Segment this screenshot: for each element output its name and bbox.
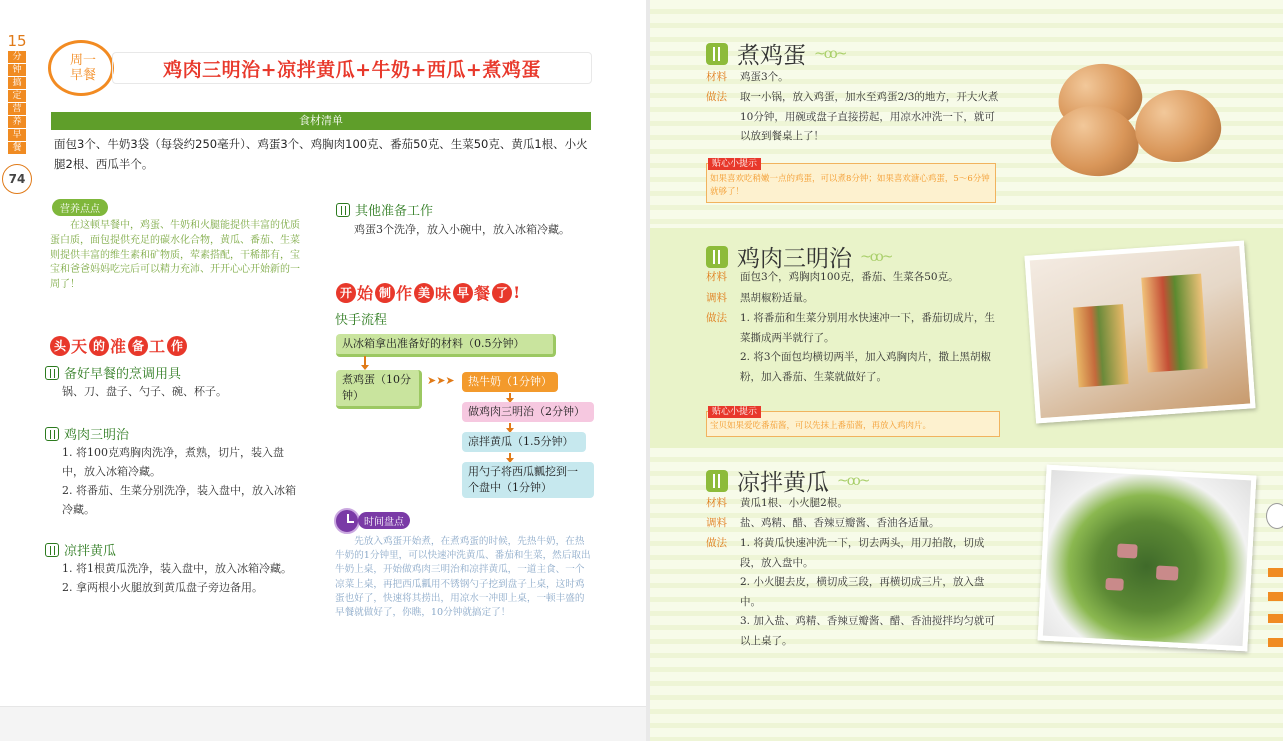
ingredients-header: 食材清单 [51, 112, 591, 130]
recipe-row-text: 面包3个，鸡胸肉100克，番茄、生菜各50克。 [740, 271, 959, 283]
prep-heading-char: 备 [128, 336, 148, 356]
ham-slice [1156, 566, 1179, 581]
sandwich-photo [1024, 241, 1255, 424]
start-heading-char: ! [513, 283, 521, 302]
recipe-title-text: 煮鸡蛋 [737, 43, 806, 69]
prep-section-title [45, 363, 181, 382]
swirl-decoration-icon: ~ꝏ~ [837, 472, 869, 489]
start-heading [336, 281, 522, 304]
flow-step-6: 用勺子将西瓜瓤挖到一个盘中（1分钟） [462, 462, 594, 498]
page-number: 74 [2, 164, 32, 194]
side-tab-marker [1268, 568, 1283, 577]
prep-section-title-text: 备好早餐的烹调用具 [64, 367, 182, 382]
day-badge-line: 早餐 [69, 68, 96, 83]
recipe-row [706, 573, 1002, 612]
prep-section-title [45, 424, 129, 443]
page-title-box [112, 52, 592, 84]
flow-step-4: 做鸡肉三明治（2分钟） [462, 402, 594, 422]
prep-heading-char: 准 [110, 337, 127, 356]
recipe-row [706, 612, 1002, 651]
fork-spoon-icon [336, 203, 350, 217]
margin-tab [4, 34, 30, 155]
margin-tab-number: 15 [7, 32, 27, 50]
recipe-row-label: 材料 [706, 271, 727, 283]
sandwich-piece [1141, 274, 1207, 373]
fork-spoon-icon [45, 366, 59, 380]
day-badge [48, 40, 114, 96]
prep-heading-char: 天 [71, 337, 88, 356]
margin-tab-char: 早 [8, 129, 26, 141]
recipe-row-text: 黑胡椒粉适量。 [740, 292, 814, 304]
recipe-title [706, 464, 868, 497]
flow-arrow-down [364, 356, 366, 366]
recipe-row-label [706, 573, 740, 612]
nutrition-note-header [52, 197, 108, 216]
tip-label: 贴心小提示 [708, 158, 761, 170]
recipe-row-label: 材料 [706, 497, 727, 509]
page-title: 鸡肉三明治+凉拌黄瓜+牛奶+西瓜+煮鸡蛋 [163, 58, 541, 81]
side-tab-marker [1268, 592, 1283, 601]
prep-line: 1. 将100克鸡胸肉洗净，煮熟，切片，装入盘中，放入冰箱冷藏。 [62, 446, 284, 478]
prep-line: 1. 将1根黄瓜洗净，装入盘中，放入冰箱冷藏。 [62, 562, 292, 575]
nutrition-note-label: 营养点点 [52, 199, 108, 216]
ham-slice [1117, 543, 1138, 558]
prep-line: 锅、刀、盘子、勺子、碗、杯子。 [62, 385, 227, 398]
recipe-row-label [706, 348, 740, 387]
prep-section-body [62, 559, 302, 597]
sandwich-piece [1073, 304, 1128, 387]
recipe-row [706, 289, 1006, 309]
tip-text: 如果喜欢吃稍嫩一点的鸡蛋，可以煮8分钟；如果喜欢溏心鸡蛋，5～6分钟就够了！ [710, 174, 990, 197]
ingredients-text: 面包3个、牛奶3袋（每袋约250毫升）、鸡蛋3个、鸡胸肉100克、番茄50克、生菜50克、黄瓜1根、小火腿2根、西瓜半个。 [54, 137, 588, 171]
recipe-title-text: 鸡肉三明治 [737, 246, 852, 272]
recipe-row-label: 做法 [706, 537, 727, 549]
time-note-label: 时间盘点 [358, 512, 410, 529]
side-tab-marker [1268, 614, 1283, 623]
prep-section-body [62, 382, 302, 401]
recipe-row-text: 鸡蛋3个。 [740, 71, 789, 83]
flow-arrow-down [509, 393, 511, 399]
start-heading-char: 作 [396, 284, 413, 303]
recipe-row [706, 68, 1006, 88]
margin-tab-char: 养 [8, 116, 26, 128]
recipe-row-text: 盐、鸡精、醋、香辣豆瓣酱、香油各适量。 [740, 517, 940, 529]
flow-subtitle: 快手流程 [335, 313, 388, 328]
other-prep-text: 鸡蛋3个洗净，放入小碗中，放入冰箱冷藏。 [354, 223, 570, 236]
recipe-row [706, 534, 1002, 573]
start-heading-char: 始 [357, 284, 374, 303]
recipe-row-label: 调料 [706, 517, 727, 529]
recipe-row-label: 做法 [706, 91, 727, 103]
time-note-text: 先放入鸡蛋开始煮，在煮鸡蛋的时候，先热牛奶，在热牛奶的1分钟里，可以快速冲洗黄瓜、番茄和生菜，然后取出牛奶上桌，开始做鸡肉三明治和凉拌黄瓜，一道主食、一个凉菜上桌，再把西瓜瓤用不锈钢勺子挖到盘子上桌，这时鸡蛋也好了，快速将其捞出，用凉水一冲即上桌，一顿丰盛的早餐就做好了，你瞧，10分钟就搞定了！ [335, 536, 591, 619]
recipe-row-label: 材料 [706, 71, 727, 83]
prep-line: 2. 拿两根小火腿放到黄瓜盘子旁边备用。 [62, 581, 263, 594]
day-badge-line: 周一 [69, 53, 96, 68]
prep-heading-char: 的 [89, 336, 109, 356]
margin-tab-char: 搞 [8, 77, 26, 89]
recipe-title [706, 37, 845, 70]
recipe-row-text: 黄瓜1根、小火腿2根。 [740, 497, 848, 509]
start-heading-char: 餐 [474, 284, 491, 303]
cropped-page-number [1266, 503, 1283, 529]
start-heading-char: 制 [375, 283, 395, 303]
tip-label: 贴心小提示 [708, 406, 761, 418]
nutrition-note-text: 在这顿早餐中，鸡蛋、牛奶和火腿能提供丰富的优质蛋白质，面包提供充足的碳水化合物，黄瓜、番茄、生菜则提供丰富的维生素和矿物质，荤素搭配，干稀都有，宝宝和爸爸妈妈吃完后可以精力充沛、开开心心开始新的一周了！ [50, 220, 300, 291]
recipe-row-text: 取一小锅，放入鸡蛋，加水至鸡蛋2/3的地方，开大火煮10分钟，用碗或盘子直接捞起，用凉水冲洗一下，就可以放到餐桌上了！ [740, 91, 999, 142]
other-prep-title-text: 其他准备工作 [355, 204, 434, 219]
flow-step-3: 热牛奶（1分钟） [462, 372, 558, 392]
recipe-title-text: 凉拌黄瓜 [737, 470, 829, 496]
prep-line: 2. 将番茄、生菜分别洗净，装入盘中，放入冰箱冷藏。 [62, 484, 296, 516]
recipe-row-text: 1. 将黄瓜快速冲洗一下，切去两头，用刀拍散，切成段，放入盘中。 [740, 537, 985, 569]
recipe-row-label [706, 612, 740, 651]
recipe-row-text: 2. 将3个面包均横切两半，加入鸡胸肉片，撒上黑胡椒粉，加入番茄、生菜就做好了。 [740, 351, 992, 383]
recipe-row [706, 348, 1002, 387]
prep-heading-char: 工 [149, 337, 166, 356]
fork-spoon-icon [706, 470, 728, 492]
prep-heading [50, 334, 188, 357]
tip-text: 宝贝如果爱吃番茄酱，可以先抹上番茄酱，再放入鸡肉片。 [710, 421, 932, 431]
recipe-row-text: 3. 加入盐、鸡精、香辣豆瓣酱、醋、香油搅拌均匀就可以上桌了。 [740, 615, 995, 647]
flow-arrow-down [509, 453, 511, 459]
start-heading-char: 味 [435, 284, 452, 303]
prep-heading-char: 头 [50, 336, 70, 356]
recipe-row [706, 494, 1006, 514]
flow-arrow-right: ➤➤➤ [427, 374, 455, 387]
clock-icon [334, 508, 360, 534]
recipe-row-text: 1. 将番茄和生菜分别用水快速冲一下，番茄切成片，生菜撕成两半就行了。 [740, 312, 995, 344]
margin-tab-char: 餐 [8, 142, 26, 154]
prep-section-title-text: 鸡肉三明治 [64, 428, 130, 443]
margin-tab-char: 营 [8, 103, 26, 115]
start-heading-char: 开 [336, 283, 356, 303]
recipe-row [706, 268, 1006, 288]
recipe-row [706, 514, 1006, 534]
fork-spoon-icon [706, 43, 728, 65]
ham-slice [1105, 578, 1124, 591]
prep-section-title-text: 凉拌黄瓜 [64, 544, 117, 559]
other-prep-title [336, 200, 433, 219]
swirl-decoration-icon: ~ꝏ~ [860, 248, 892, 265]
prep-section-body [62, 443, 302, 519]
start-heading-char: 了 [492, 283, 512, 303]
recipe-row-label: 做法 [706, 312, 727, 324]
side-tab-marker [1268, 638, 1283, 647]
swirl-decoration-icon: ~ꝏ~ [814, 45, 846, 62]
prep-heading-char: 作 [167, 336, 187, 356]
flow-step-2: 煮鸡蛋（10分钟） [336, 370, 422, 409]
margin-tab-char: 分 [8, 51, 26, 63]
flow-arrow-down [509, 423, 511, 429]
margin-tab-char: 钟 [8, 64, 26, 76]
recipe-row-label: 调料 [706, 292, 727, 304]
fork-spoon-icon [45, 427, 59, 441]
recipe-row [706, 309, 1002, 348]
cucumber-salad-photo [1038, 465, 1257, 652]
fork-spoon-icon [45, 543, 59, 557]
flow-step-5: 凉拌黄瓜（1.5分钟） [462, 432, 586, 452]
page-bottom-band [0, 706, 646, 741]
margin-tab-char: 定 [8, 90, 26, 102]
start-heading-char: 早 [453, 283, 473, 303]
recipe-row [706, 88, 1002, 147]
flow-step-1: 从冰箱拿出准备好的材料（0.5分钟） [336, 334, 556, 357]
fork-spoon-icon [706, 246, 728, 268]
recipe-row-text: 2. 小火腿去皮，横切成三段，再横切成三片，放入盘中。 [740, 576, 985, 608]
start-heading-char: 美 [414, 283, 434, 303]
prep-section-title [45, 540, 116, 559]
